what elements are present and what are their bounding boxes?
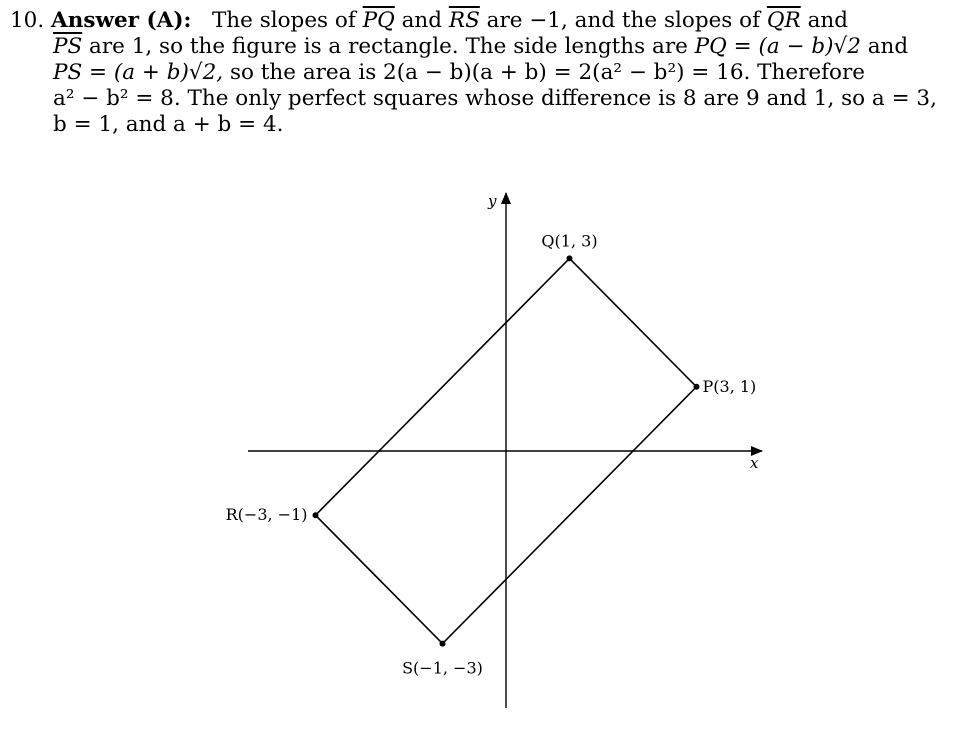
point-p: [694, 384, 700, 390]
points-layer: [226, 231, 757, 677]
pq-length: PQ = (a − b)√2: [694, 34, 861, 59]
point-label-p: P(3, 1): [702, 376, 757, 396]
text-and-3: and: [867, 34, 909, 59]
text-squares: a² − b² = 8. The only perfect squares whose difference is 8 are 9 and 1, so a = 3,: [53, 86, 937, 111]
point-s: [440, 641, 446, 647]
text-area: so the area is 2(a − b)(a + b) = 2(a² − b²) = 16. Therefore: [229, 60, 865, 85]
ps-length: PS = (a + b)√2,: [53, 60, 224, 85]
answer-label: Answer (A):: [51, 8, 192, 33]
segment-pq: $\overline{PQ}$: [362, 8, 395, 33]
point-label-r: R(−3, −1): [225, 505, 308, 525]
point-q: [567, 255, 573, 261]
text-conclusion: b = 1, and a + b = 4.: [53, 112, 284, 137]
point-r: [313, 512, 319, 518]
x-axis-label: x: [750, 454, 759, 472]
segment-qr: $\overline{QR}$: [766, 8, 801, 33]
y-axis-label: y: [488, 192, 497, 210]
point-label-s: S(−1, −3): [402, 658, 483, 678]
text-rectangle: are 1, so the figure is a rectangle. The side lengths are: [89, 34, 688, 59]
problem-number: 10.: [10, 8, 45, 33]
segment-ps: $\overline{PS}$: [53, 34, 83, 59]
text-slopes: The slopes of: [211, 8, 356, 33]
text-and: and: [401, 8, 443, 33]
segment-rs: $\overline{RS}$: [448, 8, 480, 33]
point-label-q: Q(1, 3): [541, 231, 598, 251]
text-slopes-2: are −1, and the slopes of: [486, 8, 761, 33]
text-and-2: and: [807, 8, 849, 33]
